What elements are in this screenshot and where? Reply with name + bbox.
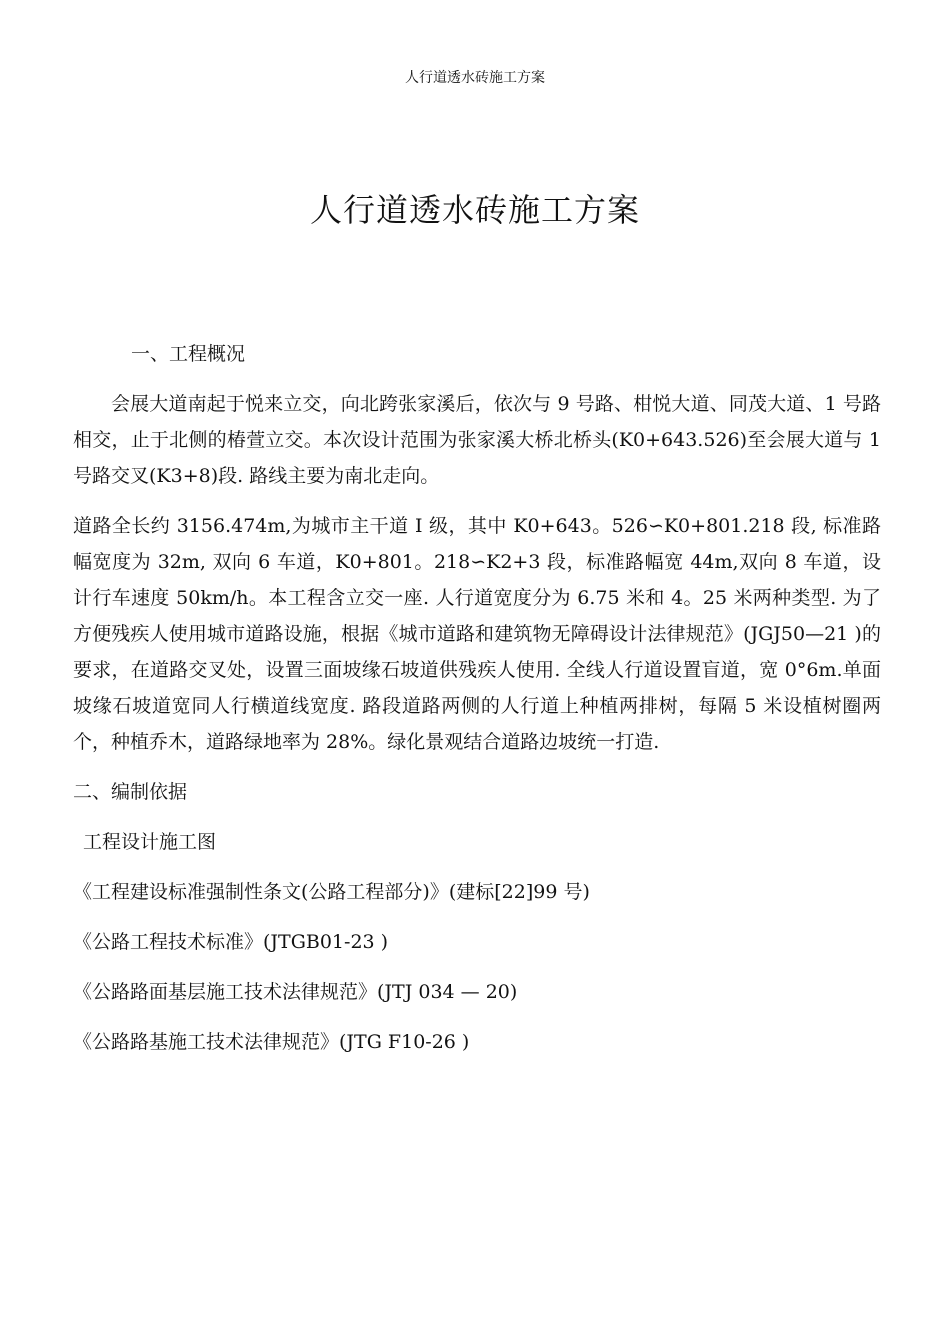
section-heading-overview: 一、工程概况 bbox=[131, 343, 246, 365]
basis-item-technical-standard: 《公路工程技术标准》(JTGB01-23 ) bbox=[73, 931, 389, 953]
paragraph-overview-1: 会展大道南起于悦来立交，向北跨张家溪后，依次与 9 号路、柑悦大道、同茂大道、1 号路相交，止于北侧的椿萱立交。本次设计范围为张家溪大桥北桥头(K0+643.526)至会展大道与 1 号路交叉(K3+8)段. 路线主要为南北走向。 bbox=[73, 393, 881, 487]
document-title: 人行道透水砖施工方案 bbox=[309, 191, 640, 229]
basis-item-subgrade-spec: 《公路路基施工技术法律规范》(JTG F10-26 ) bbox=[73, 1031, 470, 1053]
basis-item-mandatory-provisions: 《工程建设标准强制性条文(公路工程部分)》(建标[22]99 号) bbox=[73, 881, 590, 903]
section-heading-basis: 二、编制依据 bbox=[73, 781, 188, 803]
basis-item-drawings: 工程设计施工图 bbox=[83, 831, 217, 853]
paragraph-overview-2: 道路全长约 3156.474m,为城市主干道 I 级，其中 K0+643。526∽K0+801.218 段, 标准路幅宽度为 32m, 双向 6 车道，K0+801。218∽K2+3 段，标准路幅宽 44m,双向 8 车道，设计行车速度 50km/h。本工程含立交一座. 人行道宽度分为 6.75 米和 4。25 米两种类型. 为了方便残疾人使用城市道路设施，根据《城市道路和建筑物无障碍设计法律规范》(JGJ50—21 )的要求，在道路交叉处，设置三面坡缘石坡道供残疾人使用. 全线人行道设置盲道，宽 0°6m.单面坡缘石坡道宽同人行横道线宽度. 路段道路两侧的人行道上种植两排树，每隔 5 米设植树圈两个，种植乔木，道路绿地率为 28%。绿化景观结合道路边坡统一打造. bbox=[73, 515, 881, 753]
page-header: 人行道透水砖施工方案 bbox=[405, 70, 545, 86]
document-body bbox=[73, 336, 881, 1074]
basis-item-base-course-spec: 《公路路面基层施工技术法律规范》(JTJ 034 — 20) bbox=[73, 981, 518, 1003]
